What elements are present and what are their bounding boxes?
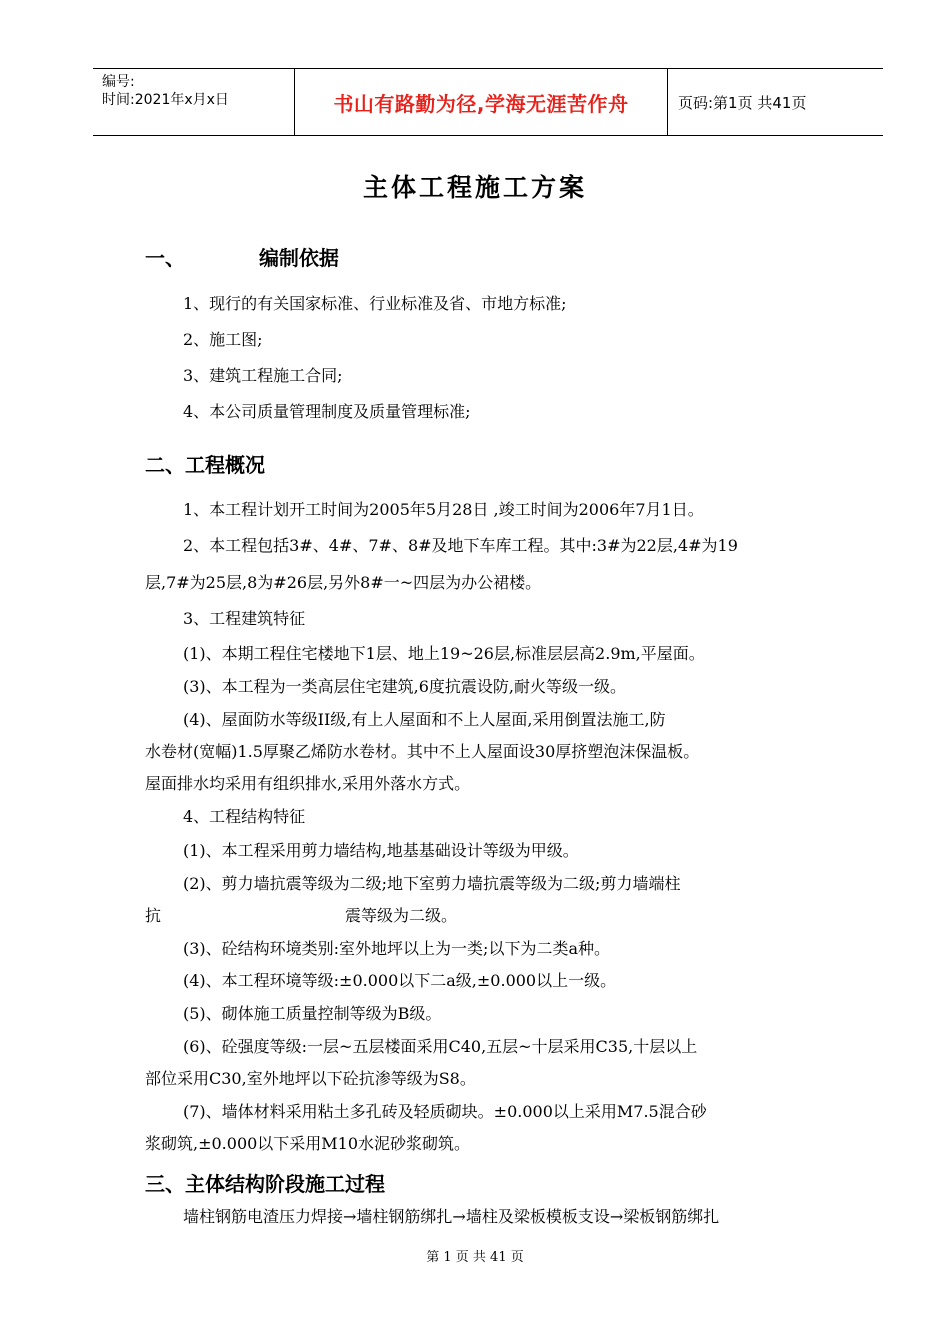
header-motto: 书山有路勤为径,学海无涯苦作舟 (295, 69, 668, 135)
section1-item: 3、建筑工程施工合同; (183, 366, 343, 385)
paragraph: (3)、本工程为一类高层住宅建筑,6度抗震设防,耐火等级一级。 (183, 677, 627, 696)
paragraph: 1、本工程计划开工时间为2005年5月28日 ,竣工时间为2006年7月1日。 (183, 500, 704, 519)
paragraph: 2、本工程包括3#、4#、7#、8#及地下车库工程。其中:3#为22层,4#为19 (183, 536, 738, 555)
header-meta (93, 69, 295, 135)
paragraph: (3)、砼结构环境类别:室外地坪以上为一类;以下为二类a种。 (183, 939, 610, 958)
paragraph: 抗 (145, 906, 162, 925)
paragraph: 屋面排水均采用有组织排水,采用外落水方式。 (145, 774, 471, 793)
paragraph: (6)、砼强度等级:一层~五层楼面采用C40,五层~十层采用C35,十层以上 (183, 1037, 698, 1056)
time-label: 时间:2021年x月x日 (102, 92, 229, 108)
paragraph: (1)、本工程采用剪力墙结构,地基基础设计等级为甲级。 (183, 841, 579, 860)
section1-item: 4、本公司质量管理制度及质量管理标准; (183, 402, 471, 421)
paragraph: 水卷材(宽幅)1.5厚聚乙烯防水卷材。其中不上人屋面设30厚挤塑泡沫保温板。 (145, 742, 700, 761)
paragraph: 墙柱钢筋电渣压力焊接→墙柱钢筋绑扎→墙柱及梁板模板支设→梁板钢筋绑扎 (183, 1207, 720, 1226)
section1-heading-number: 一、 (145, 246, 185, 270)
paragraph: 震等级为二级。 (345, 906, 458, 925)
section1-heading (145, 242, 339, 271)
section1-heading-text: 编制依据 (258, 246, 339, 270)
section3-heading: 三、主体结构阶段施工过程 (145, 1172, 385, 1196)
paragraph: (4)、本工程环境等级:±0.000以下二a级,±0.000以上一级。 (183, 971, 617, 990)
section1-item: 2、施工图; (183, 330, 263, 349)
document-title: 主体工程施工方案 (362, 173, 587, 202)
paragraph: 3、工程建筑特征 (183, 609, 306, 628)
paragraph: 层,7#为25层,8为#26层,另外8#一~四层为办公裙楼。 (145, 573, 542, 592)
header-page-info: 页码:第1页 共41页 (678, 93, 807, 112)
page-header (93, 68, 883, 136)
paragraph: (2)、剪力墙抗震等级为二级;地下室剪力墙抗震等级为二级;剪力墙端柱 (183, 874, 681, 893)
paragraph: 浆砌筑,±0.000以下采用M10水泥砂浆砌筑。 (145, 1134, 471, 1153)
paragraph: 部位采用C30,室外地坪以下砼抗渗等级为S8。 (145, 1069, 476, 1088)
paragraph: (7)、墙体材料采用粘土多孔砖及轻质砌块。±0.000以上采用M7.5混合砂 (183, 1102, 707, 1121)
section1-item: 1、现行的有关国家标准、行业标准及省、市地方标准; (183, 294, 567, 313)
paragraph: (4)、屋面防水等级II级,有上人屋面和不上人屋面,采用倒置法施工,防 (183, 710, 666, 729)
page-footer: 第 1 页 共 41 页 (426, 1250, 524, 1265)
number-label: 编号: (102, 74, 135, 90)
section2-heading: 二、工程概况 (145, 453, 265, 477)
paragraph: (5)、砌体施工质量控制等级为B级。 (183, 1004, 442, 1023)
paragraph: 4、工程结构特征 (183, 807, 306, 826)
paragraph: (1)、本期工程住宅楼地下1层、地上19~26层,标准层层高2.9m,平屋面。 (183, 644, 705, 663)
